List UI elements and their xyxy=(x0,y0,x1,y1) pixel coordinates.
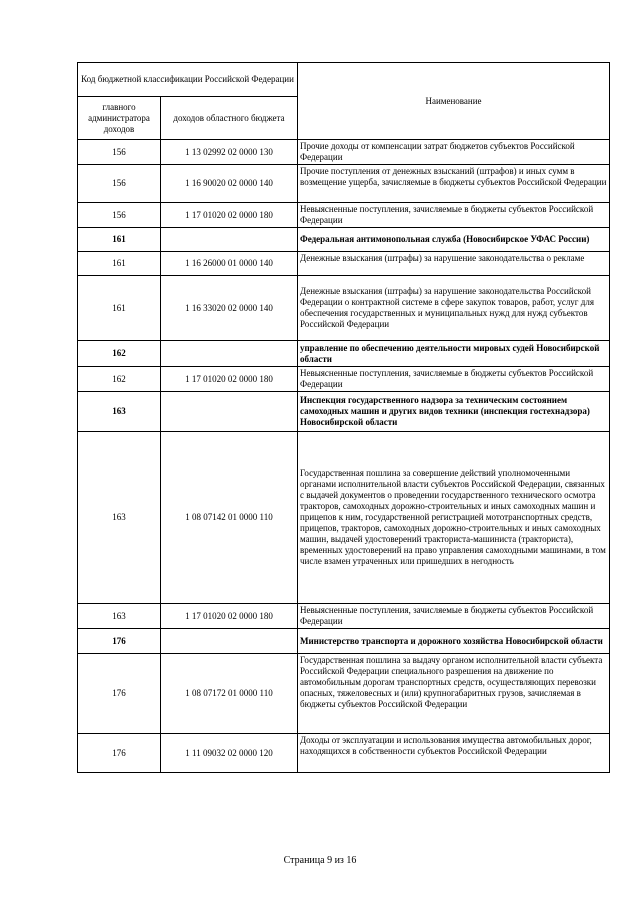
admin-code-cell: 176 xyxy=(78,654,161,734)
income-code-cell: 1 17 01020 02 0000 180 xyxy=(161,203,298,228)
table-row xyxy=(78,140,610,165)
admin-code-cell: 161 xyxy=(78,252,161,276)
table-row xyxy=(78,276,610,341)
admin-code-cell: 163 xyxy=(78,432,161,604)
admin-code-cell: 163 xyxy=(78,604,161,629)
income-code-cell: 1 08 07172 01 0000 110 xyxy=(161,654,298,734)
income-code-cell xyxy=(161,629,298,654)
income-code-cell: 1 17 01020 02 0000 180 xyxy=(161,367,298,392)
income-code-cell: 1 17 01020 02 0000 180 xyxy=(161,604,298,629)
name-cell: Невыясненные поступления, зачисляемые в бюджеты субъектов Российской Федерации xyxy=(298,203,610,228)
admin-code-cell: 163 xyxy=(78,392,161,432)
table-row xyxy=(78,165,610,203)
name-cell: Министерство транспорта и дорожного хозяйства Новосибирской области xyxy=(298,629,610,654)
table-row xyxy=(78,654,610,734)
name-cell: Государственная пошлина за совершение действий уполномоченными органами исполнительной власти субъектов Российской Федерации, связанных с выдачей документов о проведении государственного технического осмотра тракторов, самоходных дорожно-строительных и иных самоходных машин и прицепов к ним, государственной регистрацией мототранспортных средств, прицепов, тракторов, самоходных дорожно-строительных и иных самоходных машин, выдачей удостоверений тракториста-машиниста (тракториста), временных удостоверений на право управления самоходными машинами, в том числе взамен утраченных или пришедших в негодность xyxy=(298,432,610,604)
admin-code-cell: 176 xyxy=(78,629,161,654)
name-cell: Денежные взыскания (штрафы) за нарушение законодательства о рекламе xyxy=(298,252,610,276)
name-cell: Невыясненные поступления, зачисляемые в бюджеты субъектов Российской Федерации xyxy=(298,367,610,392)
admin-code-cell: 162 xyxy=(78,367,161,392)
table-body xyxy=(78,140,610,773)
budget-classification-table xyxy=(77,62,610,773)
name-cell: управление по обеспечению деятельности мировых судей Новосибирской области xyxy=(298,341,610,367)
table-row xyxy=(78,734,610,773)
income-code-cell: 1 16 33020 02 0000 140 xyxy=(161,276,298,341)
income-code-cell: 1 13 02992 02 0000 130 xyxy=(161,140,298,165)
name-cell: Государственная пошлина за выдачу органом исполнительной власти субъекта Российской Федерации специального разрешения на движение по автомобильным дорогам транспортных средств, осуществляющих перевозки опасных, тяжеловесных и (или) крупногабаритных грузов, зачисляемая в бюджеты субъектов Российской Федерации xyxy=(298,654,610,734)
page-number: Страница 9 из 16 xyxy=(283,855,357,866)
admin-code-cell: 156 xyxy=(78,165,161,203)
admin-code-cell: 161 xyxy=(78,276,161,341)
admin-code-cell: 162 xyxy=(78,341,161,367)
section-row xyxy=(78,341,610,367)
code-group-header: Код бюджетной классификации Российской Федерации xyxy=(78,63,298,97)
section-row xyxy=(78,629,610,654)
table-row xyxy=(78,432,610,604)
income-code-cell: 1 11 09032 02 0000 120 xyxy=(161,734,298,773)
income-code-cell: 1 16 26000 01 0000 140 xyxy=(161,252,298,276)
name-cell: Доходы от эксплуатации и использования имущества автомобильных дорог, находящихся в собственности субъектов Российской Федерации xyxy=(298,734,610,773)
name-cell: Прочие поступления от денежных взысканий (штрафов) и иных сумм в возмещение ущерба, зачисляемые в бюджеты субъектов Российской Федерации xyxy=(298,165,610,203)
name-cell: Инспекция государственного надзора за техническим состоянием самоходных машин и других видов техники (инспекция гостехнадзора) Новосибирской области xyxy=(298,392,610,432)
table-row xyxy=(78,252,610,276)
table-row xyxy=(78,203,610,228)
income-code-cell xyxy=(161,228,298,252)
admin-column-header: главного администратора доходов xyxy=(78,97,161,140)
admin-code-cell: 161 xyxy=(78,228,161,252)
section-row xyxy=(78,392,610,432)
admin-code-cell: 176 xyxy=(78,734,161,773)
section-row xyxy=(78,228,610,252)
admin-code-cell: 156 xyxy=(78,140,161,165)
income-code-cell: 1 08 07142 01 0000 110 xyxy=(161,432,298,604)
income-code-cell xyxy=(161,392,298,432)
admin-code-cell: 156 xyxy=(78,203,161,228)
income-code-cell: 1 16 90020 02 0000 140 xyxy=(161,165,298,203)
name-column-header: Наименование xyxy=(298,63,610,140)
name-cell: Денежные взыскания (штрафы) за нарушение законодательства Российской Федерации о контрактной системе в сфере закупок товаров, работ, услуг для обеспечения государственных и муниципальных нужд для нужд субъектов Российской Федерации xyxy=(298,276,610,341)
name-cell: Невыясненные поступления, зачисляемые в бюджеты субъектов Российской Федерации xyxy=(298,604,610,629)
income-code-cell xyxy=(161,341,298,367)
income-column-header: доходов областного бюджета xyxy=(161,97,298,140)
name-cell: Прочие доходы от компенсации затрат бюджетов субъектов Российской Федерации xyxy=(298,140,610,165)
name-cell: Федеральная антимонопольная служба (Новосибирское УФАС России) xyxy=(298,228,610,252)
table-row xyxy=(78,367,610,392)
table-row xyxy=(78,604,610,629)
